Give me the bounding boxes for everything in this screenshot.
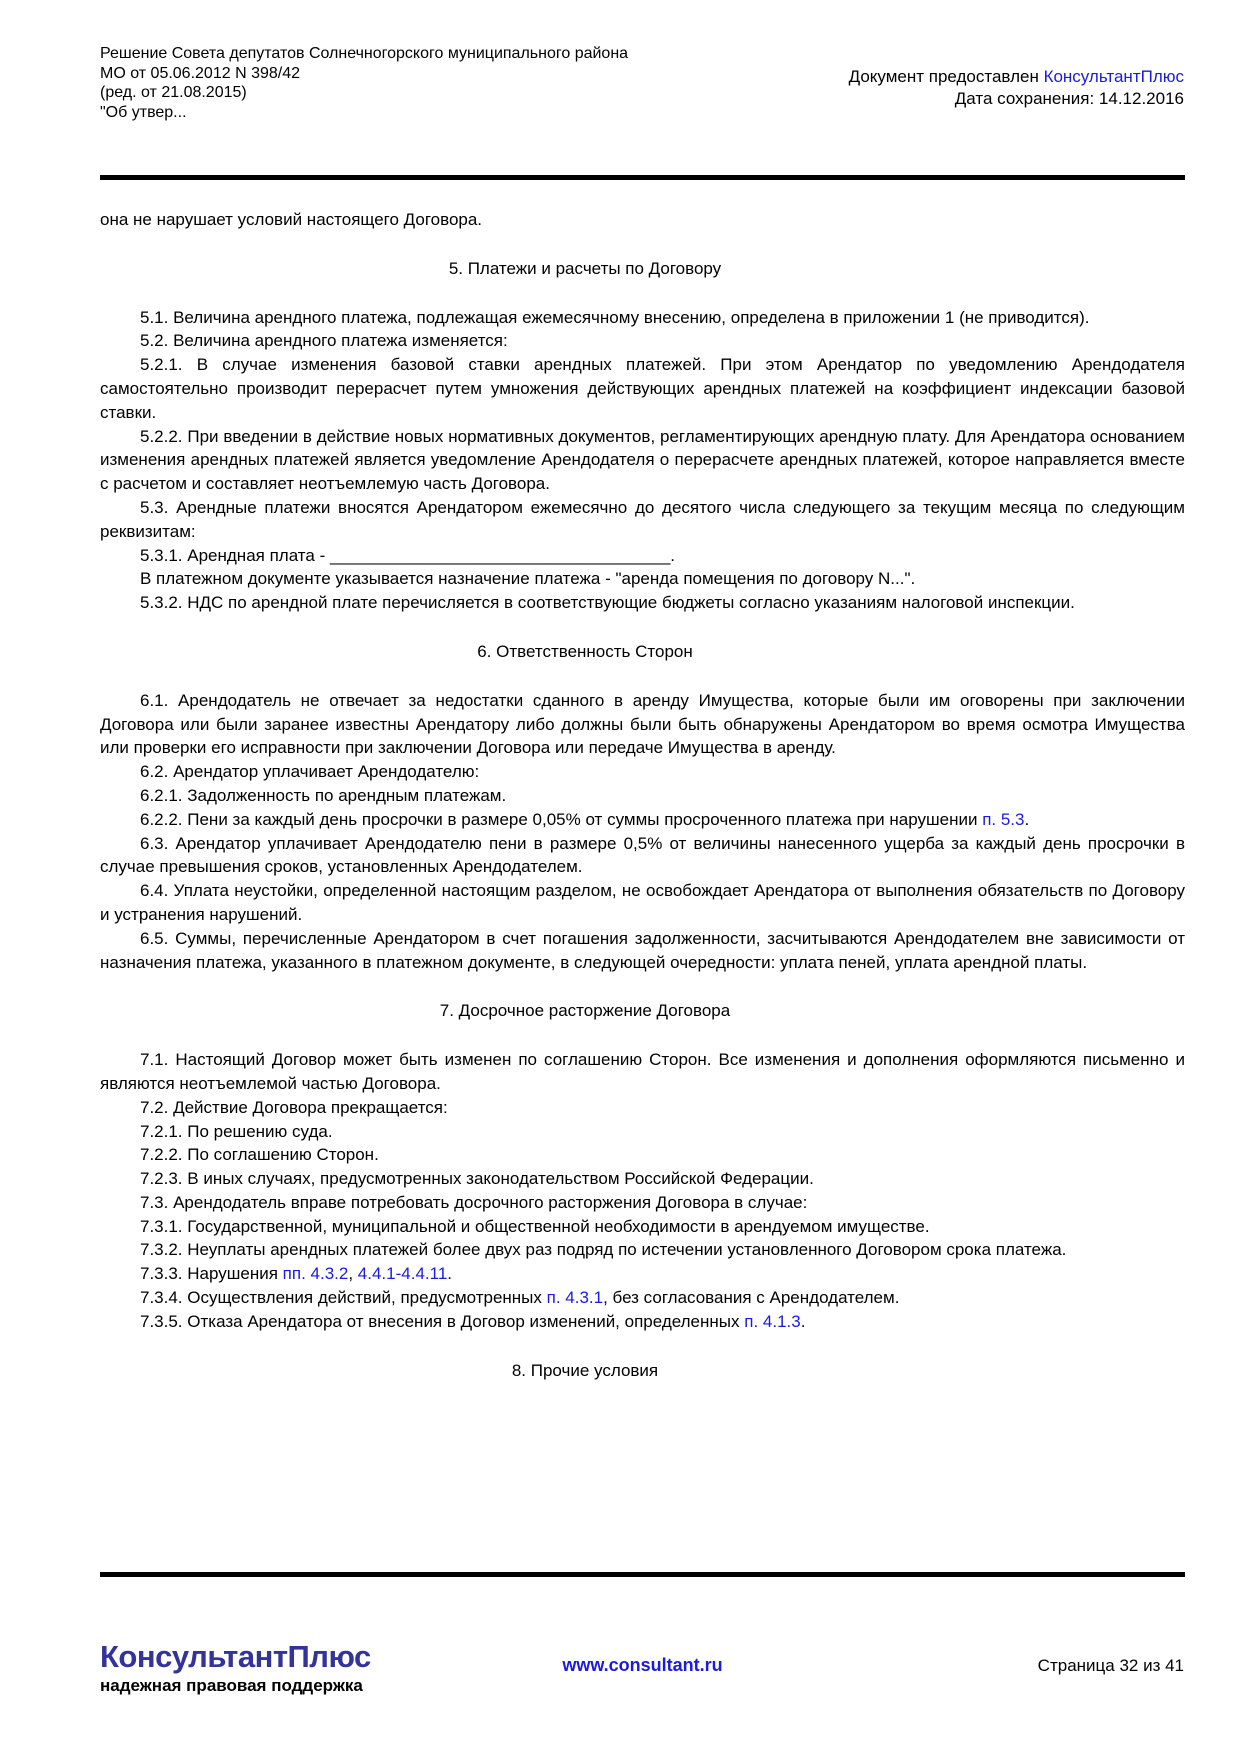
provided-by-line xyxy=(664,66,1184,88)
section-heading: 6. Ответственность Сторон xyxy=(477,641,693,661)
paragraph: 5.1. Величина арендного платежа, подлежащая ежемесячному внесению, определена в приложении 1 (не приводится). xyxy=(140,307,1090,327)
paragraph: 6.2.2. Пени за каждый день просрочки в размере 0,05% от суммы просроченного платежа при нарушении п. 5.3. xyxy=(140,809,1030,829)
consultantplus-logo: КонсультантПлюс xyxy=(100,1639,371,1674)
provided-by-text: Документ предоставлен xyxy=(848,67,1044,86)
doc-info-line: МО от 05.06.2012 N 398/42 xyxy=(100,64,300,82)
page-number: Страница 32 из 41 xyxy=(1037,1656,1184,1675)
paragraph: 6.1. Арендодатель не отвечает за недостатки сданного в аренду Имущества, которые были им оговорены при заключении Договора или были заранее известны Арендатору либо должны были быть обнаружены Арендатором во время осмотра Имущества или проверки его исправности при заключении Договора или передаче Имущества в аренду. xyxy=(100,690,1185,758)
paragraph: В платежном документе указывается назначение платежа - "аренда помещения по договору N...". xyxy=(140,569,916,589)
bottom-divider xyxy=(100,1572,1185,1577)
doc-info-line: "Об утвер... xyxy=(100,103,187,121)
paragraph: 5.3. Арендные платежи вносятся Арендатором ежемесячно до десятого числа следующего за текущим месяца по следующим реквизитам: xyxy=(100,497,1185,541)
paragraph: 7.3.4. Осуществления действий, предусмотренных п. 4.3.1, без согласования с Арендодателем. xyxy=(140,1288,900,1308)
doc-reference-link[interactable]: п. 5.3 xyxy=(982,809,1025,829)
paragraph: 7.3. Арендодатель вправе потребовать досрочного расторжения Договора в случае: xyxy=(140,1192,808,1212)
paragraph: 6.2.1. Задолженность по арендным платежам. xyxy=(140,785,507,805)
doc-info-line: (ред. от 21.08.2015) xyxy=(100,84,247,101)
doc-reference-link[interactable]: п. 4.3.1 xyxy=(546,1288,604,1308)
paragraph: 7.2.1. По решению суда. xyxy=(140,1121,333,1141)
paragraph: 5.2.1. В случае изменения базовой ставки арендных платежей. При этом Арендатор по уведомлению Арендодателя самостоятельно производит перерасчет путем умножения действующих арендных платежей на коэффициент индексации базовой ставки. xyxy=(100,355,1185,422)
document-body xyxy=(100,208,1185,1407)
top-divider xyxy=(100,175,1185,180)
provider-info xyxy=(664,66,1184,109)
paragraph: 5.2.2. При введении в действие новых нормативных документов, регламентирующих арендную плату. Для Арендатора основанием изменения арендных платежей является уведомление Арендодателя о перерасчете арендных платежей, которое направляется вместе с расчетом и составляет неотъемлемую часть Договора. xyxy=(100,426,1185,494)
doc-reference-link[interactable]: 4.4.1-4.4.11 xyxy=(357,1264,448,1284)
logo-tagline: надежная правовая поддержка xyxy=(100,1676,363,1695)
doc-info xyxy=(100,44,720,122)
paragraph: 7.2.3. В иных случаях, предусмотренных законодательством Российской Федерации. xyxy=(140,1169,814,1189)
paragraph: 5.3.1. Арендная плата - ____________________________________. xyxy=(140,545,676,565)
paragraph: она не нарушает условий настоящего Договора. xyxy=(100,210,483,229)
paragraph: 7.2.2. По соглашению Сторон. xyxy=(140,1145,379,1165)
paragraph: 6.4. Уплата неустойки, определенной настоящим разделом, не освобождает Арендатора от выполнения обязательств по Договору и устранения нарушений. xyxy=(100,881,1185,924)
consultantplus-header-link[interactable]: КонсультантПлюс xyxy=(1043,67,1184,86)
paragraph: 7.3.3. Нарушения пп. 4.3.2, 4.4.1-4.4.11. xyxy=(140,1264,453,1284)
section-heading: 7. Досрочное расторжение Договора xyxy=(439,1001,731,1021)
save-date: Дата сохранения: 14.12.2016 xyxy=(954,88,1184,108)
paragraph: 7.1. Настоящий Договор может быть изменен по соглашению Сторон. Все изменения и дополнения оформляются письменно и являются неотъемлемой частью Договора. xyxy=(100,1050,1185,1093)
paragraph: 7.2. Действие Договора прекращается: xyxy=(140,1097,448,1117)
section-heading: 5. Платежи и расчеты по Договору xyxy=(448,258,722,278)
paragraph: 7.3.5. Отказа Арендатора от внесения в Договор изменений, определенных п. 4.1.3. xyxy=(140,1311,806,1331)
paragraph: 6.3. Арендатор уплачивает Арендодателю пени в размере 0,5% от величины нанесенного ущерба за каждый день просрочки в случае превышения сроков, установленных Арендодателем. xyxy=(100,833,1185,877)
paragraph: 5.3.2. НДС по арендной плате перечисляется в соответствующие бюджеты согласно указаниям налоговой инспекции. xyxy=(140,593,1075,613)
paragraph: 6.2. Арендатор уплачивает Арендодателю: xyxy=(140,762,480,782)
doc-info-line: Решение Совета депутатов Солнечногорского муниципального района xyxy=(100,45,629,62)
paragraph: 7.3.1. Государственной, муниципальной и общественной необходимости в арендуемом имуществе. xyxy=(140,1216,930,1236)
paragraph: 7.3.2. Неуплаты арендных платежей более двух раз подряд по истечении установленного Договором срока платежа. xyxy=(140,1240,1067,1260)
paragraph: 6.5. Суммы, перечисленные Арендатором в счет погашения задолженности, засчитываются Арендодателем вне зависимости от назначения платежа, указанного в платежном документе, в следующей очередности: уплата пеней, уплата арендной платы. xyxy=(100,928,1185,972)
consultant-site-link[interactable]: www.consultant.ru xyxy=(562,1655,723,1675)
doc-reference-link[interactable]: п. 4.1.3 xyxy=(744,1311,801,1331)
doc-reference-link[interactable]: пп. 4.3.2 xyxy=(282,1264,349,1284)
section-heading: 8. Прочие условия xyxy=(511,1360,659,1380)
paragraph: 5.2. Величина арендного платежа изменяется: xyxy=(140,331,508,351)
